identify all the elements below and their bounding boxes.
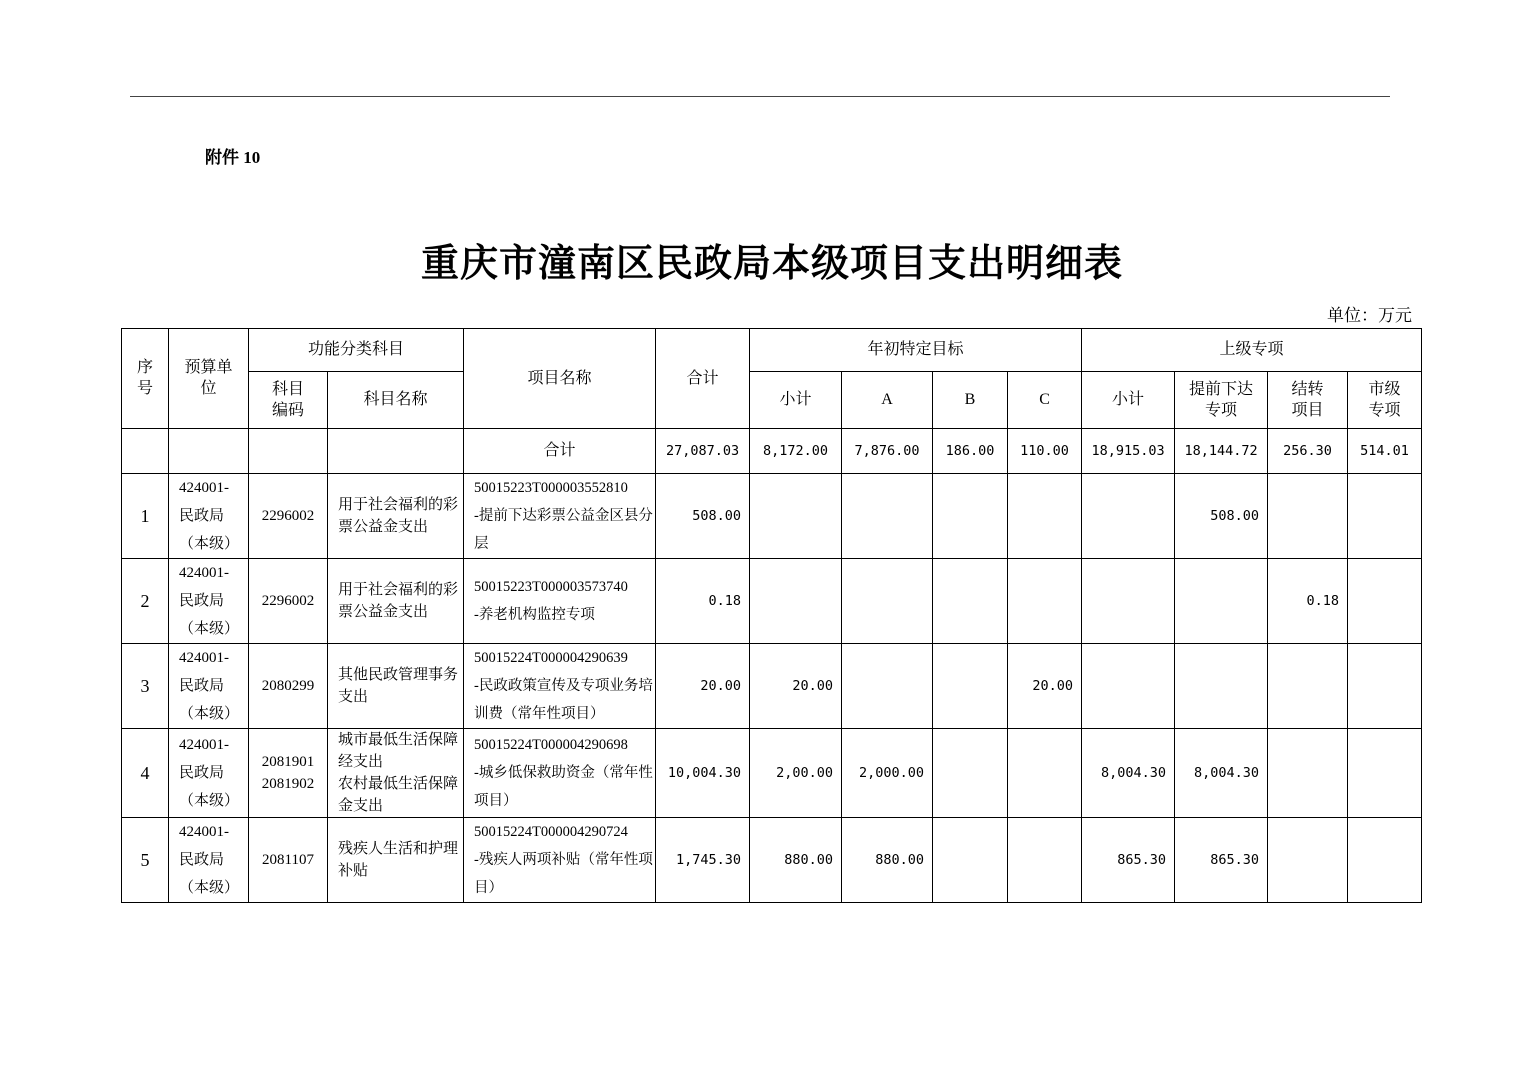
header-superior-subtotal: 小计: [1082, 372, 1175, 429]
row-subject-code: 2081901 2081902: [249, 729, 328, 818]
row-b: [933, 474, 1008, 559]
unit-line: （本级）: [179, 880, 240, 896]
expenditure-table: [121, 328, 1422, 903]
row-advance: 508.00: [1175, 474, 1268, 559]
row-budget-unit: [169, 644, 249, 729]
row-seq: 2: [122, 559, 169, 644]
row-target-subtotal: [750, 559, 842, 644]
row-seq: 4: [122, 729, 169, 818]
totals-row: [122, 429, 1422, 474]
unit-line: 民政局: [179, 678, 225, 694]
table-row: [122, 474, 1422, 559]
project-title: -城乡低保救助资金（常年性项目）: [474, 765, 653, 809]
row-c: 20.00: [1008, 644, 1082, 729]
unit-line: 民政局: [179, 765, 225, 781]
header-annual-target: 年初特定目标: [750, 329, 1082, 372]
row-total: 20.00: [656, 644, 750, 729]
row-c: [1008, 818, 1082, 903]
row-total: 0.18: [656, 559, 750, 644]
unit-line: 424001-: [179, 565, 229, 581]
row-b: [933, 559, 1008, 644]
row-target-subtotal: 2,00.00: [750, 729, 842, 818]
row-seq: 5: [122, 818, 169, 903]
unit-line: （本级）: [179, 793, 240, 809]
header-advance: 提前下达专项: [1175, 372, 1268, 429]
header-function-class: 功能分类科目: [249, 329, 464, 372]
row-budget-unit: [169, 559, 249, 644]
row-subject-name: 其他民政管理事务支出: [328, 644, 464, 729]
totals-city: 514.01: [1348, 429, 1422, 474]
row-carryover: [1268, 818, 1348, 903]
project-title: -民政政策宣传及专项业务培训费（常年性项目）: [474, 678, 653, 722]
row-target-subtotal: 20.00: [750, 644, 842, 729]
row-a: [842, 559, 933, 644]
row-project-name: [464, 729, 656, 818]
totals-advance: 18,144.72: [1175, 429, 1268, 474]
project-code: 50015223T000003552810: [474, 480, 628, 496]
row-a: [842, 474, 933, 559]
row-city: [1348, 644, 1422, 729]
row-a: 880.00: [842, 818, 933, 903]
row-carryover: [1268, 644, 1348, 729]
row-subject-code: 2081107: [249, 818, 328, 903]
row-superior-subtotal: 865.30: [1082, 818, 1175, 903]
header-superior-special: 上级专项: [1082, 329, 1422, 372]
project-code: 50015224T000004290724: [474, 824, 628, 840]
header-subject-name: 科目名称: [328, 372, 464, 429]
totals-b: 186.00: [933, 429, 1008, 474]
row-a: [842, 644, 933, 729]
row-carryover: [1268, 474, 1348, 559]
header-c: C: [1008, 372, 1082, 429]
row-b: [933, 729, 1008, 818]
totals-total: 27,087.03: [656, 429, 750, 474]
project-code: 50015223T000003573740: [474, 579, 628, 595]
row-superior-subtotal: [1082, 474, 1175, 559]
row-budget-unit: [169, 818, 249, 903]
header-row-2: [122, 372, 1422, 429]
row-advance: 865.30: [1175, 818, 1268, 903]
table-row: [122, 818, 1422, 903]
unit-line: （本级）: [179, 536, 240, 552]
header-seq: 序号: [122, 329, 169, 429]
page-title: 重庆市潼南区民政局本级项目支出明细表: [420, 243, 1123, 285]
row-city: [1348, 559, 1422, 644]
header-city: 市级专项: [1348, 372, 1422, 429]
row-b: [933, 644, 1008, 729]
header-carryover: 结转项目: [1268, 372, 1348, 429]
row-subject-name: 用于社会福利的彩票公益金支出: [328, 474, 464, 559]
row-city: [1348, 729, 1422, 818]
row-total: 1,745.30: [656, 818, 750, 903]
table-row: [122, 729, 1422, 818]
row-total: 508.00: [656, 474, 750, 559]
unit-line: （本级）: [179, 621, 240, 637]
row-subject-name: 城市最低生活保障经支出 农村最低生活保障金支出: [328, 729, 464, 818]
row-seq: 3: [122, 644, 169, 729]
header-project-name: 项目名称: [464, 329, 656, 429]
header-target-subtotal: 小计: [750, 372, 842, 429]
unit-line: 424001-: [179, 737, 229, 753]
row-total: 10,004.30: [656, 729, 750, 818]
row-target-subtotal: 880.00: [750, 818, 842, 903]
row-city: [1348, 818, 1422, 903]
row-a: 2,000.00: [842, 729, 933, 818]
row-project-name: [464, 644, 656, 729]
unit-line: 民政局: [179, 593, 225, 609]
table-row: [122, 644, 1422, 729]
row-subject-code: 2080299: [249, 644, 328, 729]
header-a: A: [842, 372, 933, 429]
totals-a: 7,876.00: [842, 429, 933, 474]
project-code: 50015224T000004290639: [474, 650, 628, 666]
row-budget-unit: [169, 729, 249, 818]
row-c: [1008, 729, 1082, 818]
header-subject-code: 科目编码: [249, 372, 328, 429]
unit-line: 民政局: [179, 852, 225, 868]
row-c: [1008, 559, 1082, 644]
attachment-label: 附件 10: [205, 148, 261, 167]
totals-target-subtotal: 8,172.00: [750, 429, 842, 474]
header-b: B: [933, 372, 1008, 429]
project-title: -残疾人两项补贴（常年性项目）: [474, 852, 653, 896]
unit-label: 单位：万元: [1327, 306, 1412, 325]
row-project-name: [464, 818, 656, 903]
header-total: 合计: [656, 329, 750, 429]
unit-line: 民政局: [179, 508, 225, 524]
row-c: [1008, 474, 1082, 559]
header-budget-unit: 预算单位: [169, 329, 249, 429]
totals-label: 合计: [464, 429, 656, 474]
row-advance: [1175, 644, 1268, 729]
row-project-name: [464, 559, 656, 644]
row-subject-name: 残疾人生活和护理补贴: [328, 818, 464, 903]
totals-c: 110.00: [1008, 429, 1082, 474]
totals-carryover: 256.30: [1268, 429, 1348, 474]
row-subject-code: 2296002: [249, 474, 328, 559]
row-budget-unit: [169, 474, 249, 559]
row-subject-code: 2296002: [249, 559, 328, 644]
header-rule: [130, 96, 1390, 97]
totals-superior-subtotal: 18,915.03: [1082, 429, 1175, 474]
row-subject-name: 用于社会福利的彩票公益金支出: [328, 559, 464, 644]
unit-line: 424001-: [179, 650, 229, 666]
unit-line: （本级）: [179, 706, 240, 722]
row-advance: [1175, 559, 1268, 644]
project-title: -养老机构监控专项: [474, 607, 595, 623]
row-carryover: 0.18: [1268, 559, 1348, 644]
table-row: [122, 559, 1422, 644]
row-target-subtotal: [750, 474, 842, 559]
unit-line: 424001-: [179, 824, 229, 840]
row-project-name: [464, 474, 656, 559]
row-b: [933, 818, 1008, 903]
project-title: -提前下达彩票公益金区县分层: [474, 508, 653, 552]
project-code: 50015224T000004290698: [474, 737, 628, 753]
header-row-1: [122, 329, 1422, 372]
row-carryover: [1268, 729, 1348, 818]
row-superior-subtotal: 8,004.30: [1082, 729, 1175, 818]
row-superior-subtotal: [1082, 644, 1175, 729]
row-advance: 8,004.30: [1175, 729, 1268, 818]
row-seq: 1: [122, 474, 169, 559]
row-superior-subtotal: [1082, 559, 1175, 644]
unit-line: 424001-: [179, 480, 229, 496]
row-city: [1348, 474, 1422, 559]
